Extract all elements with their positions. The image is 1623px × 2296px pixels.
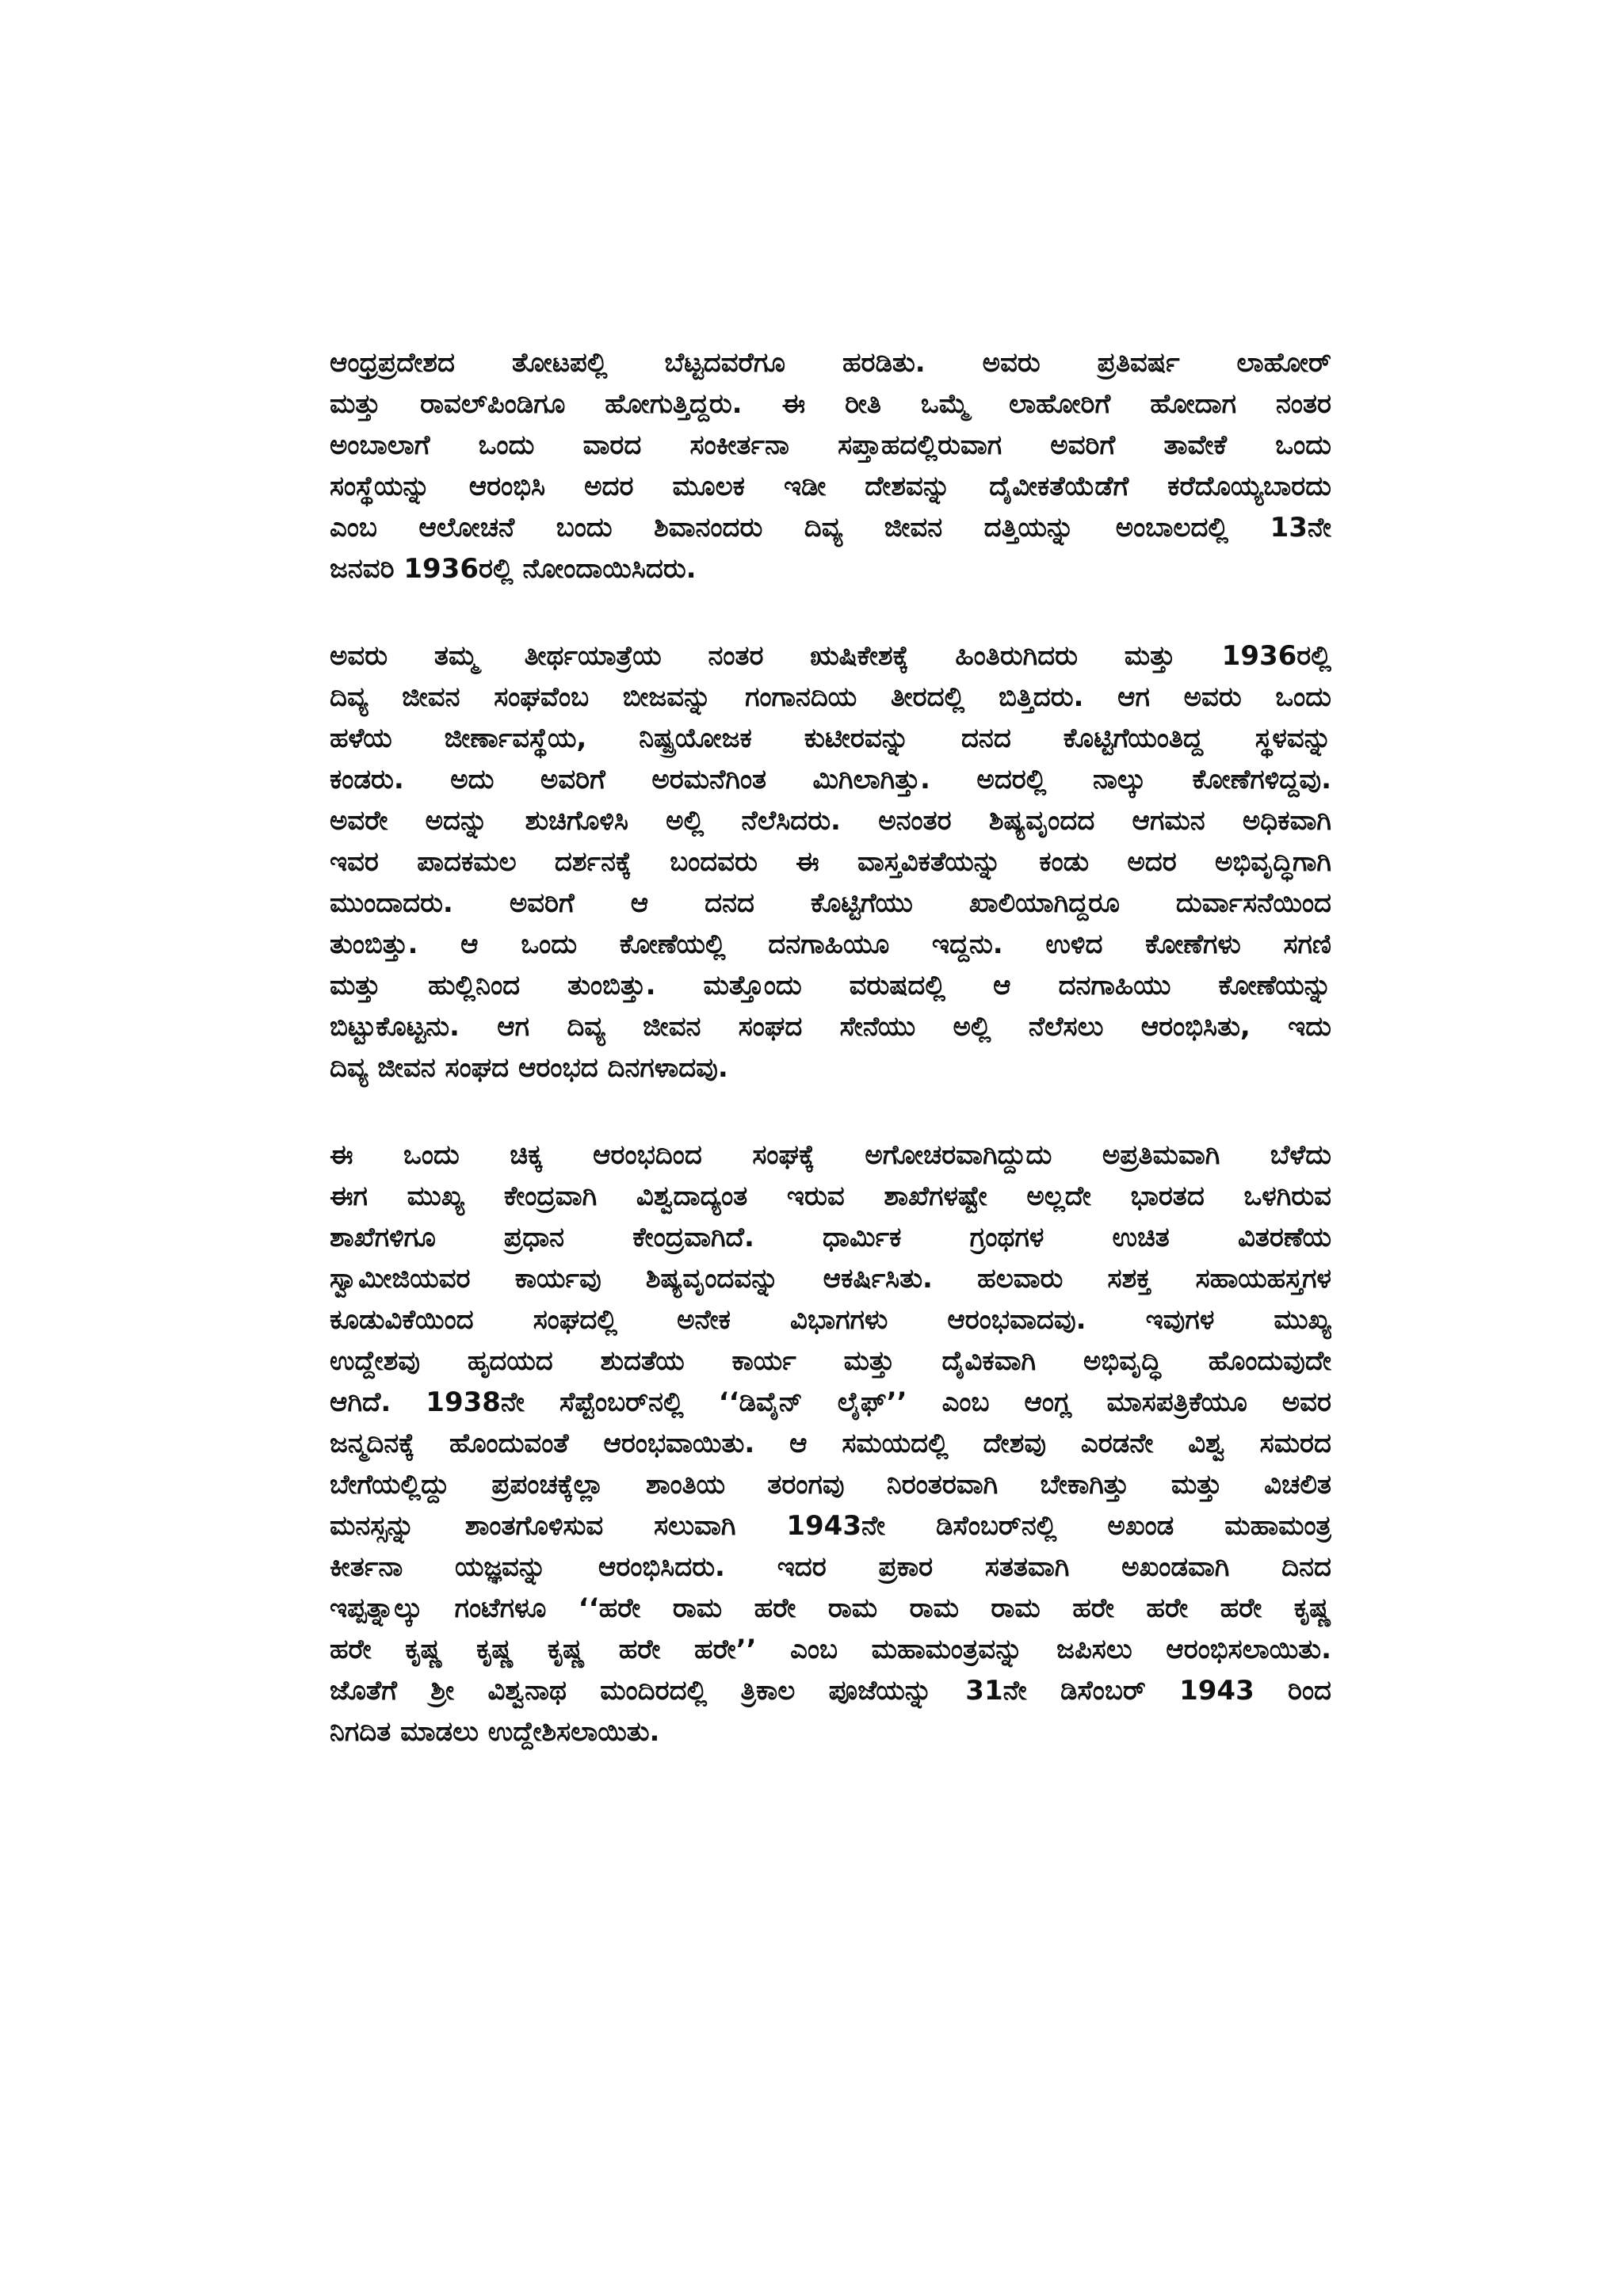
- text-line: ಎಂಬ ಆಲೋಚನೆ ಬಂದು ಶಿವಾನಂದರು ದಿವ್ಯ ಜೀವನ ದತ್ತಿಯನ್ನು ಅಂಬಾಲದಲ್ಲಿ 13ನೇ: [330, 512, 1331, 543]
- text-line: ಇಪ್ಪತ್ನಾಲ್ಕು ಗಂಟೆಗಳೂ ‘‘ಹರೇ ರಾಮ ಹರೇ ರಾಮ ರಾಮ ರಾಮ ಹರೇ ಹರೇ ಹರೇ ಕೃಷ್ಣ: [330, 1592, 1331, 1624]
- text-line: ಈಗ ಮುಖ್ಯ ಕೇಂದ್ರವಾಗಿ ವಿಶ್ವದಾದ್ಯಂತ ಇರುವ ಶಾಖೆಗಳಷ್ಟೇ ಅಲ್ಲದೇ ಭಾರತದ ಒಳಗಿರುವ: [330, 1180, 1331, 1212]
- text-line: ಹರೇ ಕೃಷ್ಣ ಕೃಷ್ಣ ಕೃಷ್ಣ ಹರೇ ಹರೇ’’ ಎಂಬ ಮಹಾಮಂತ್ರವನ್ನು ಜಪಿಸಲು ಆರಂಭಿಸಲಾಯಿತು.: [330, 1634, 1331, 1665]
- text-line: ಈ ಒಂದು ಚಿಕ್ಕ ಆರಂಭದಿಂದ ಸಂಘಕ್ಕೆ ಅಗೋಚರವಾಗಿದ್ದುದು ಅಪ್ರತಿಮವಾಗಿ ಬೆಳೆದು: [330, 1139, 1331, 1171]
- paragraph-2: [330, 635, 1331, 1089]
- text-line: ಹಳೆಯ ಜೀರ್ಣಾವಸ್ಥೆಯ, ನಿಷ್ಪ್ರಯೋಜಕ ಕುಟೀರವನ್ನು ದನದ ಕೊಟ್ಟಿಗೆಯಂತಿದ್ದ ಸ್ಥಳವನ್ನು: [330, 723, 1331, 754]
- text-line: ಸಂಸ್ಥೆಯನ್ನು ಆರಂಭಿಸಿ ಅದರ ಮೂಲಕ ಇಡೀ ದೇಶವನ್ನು ದೈವೀಕತೆಯೆಡೆಗೆ ಕರೆದೊಯ್ಯಬಾರದು: [330, 471, 1331, 502]
- text-line: ಮುಂದಾದರು. ಅವರಿಗೆ ಆ ದನದ ಕೊಟ್ಟಿಗೆಯು ಖಾಲಿಯಾಗಿದ್ದರೂ ದುರ್ವಾಸನೆಯಿಂದ: [330, 887, 1331, 919]
- text-line: ಜೊತೆಗೆ ಶ್ರೀ ವಿಶ್ವನಾಥ ಮಂದಿರದಲ್ಲಿ ತ್ರಿಕಾಲ ಪೂಜೆಯನ್ನು 31ನೇ ಡಿಸೆಂಬರ್ 1943 ರಿಂದ: [330, 1675, 1331, 1707]
- text-line: ಶಾಖೆಗಳಿಗೂ ಪ್ರಧಾನ ಕೇಂದ್ರವಾಗಿದೆ. ಧಾರ್ಮಿಕ ಗ್ರಂಥಗಳ ಉಚಿತ ವಿತರಣೆಯ: [330, 1222, 1331, 1253]
- text-line: ಅಂಬಾಲಾಗೆ ಒಂದು ವಾರದ ಸಂಕೀರ್ತನಾ ಸಪ್ತಾಹದಲ್ಲಿರುವಾಗ ಅವರಿಗೆ ತಾವೇಕೆ ಒಂದು: [330, 429, 1331, 461]
- text-line: ಆಂಧ್ರಪ್ರದೇಶದ ತೋಟಪಲ್ಲಿ ಬೆಟ್ಟದವರೆಗೂ ಹರಡಿತು. ಅವರು ಪ್ರತಿವರ್ಷ ಲಾಹೋರ್: [330, 347, 1331, 379]
- text-line: ಕೂಡುವಿಕೆಯಿಂದ ಸಂಘದಲ್ಲಿ ಅನೇಕ ವಿಭಾಗಗಳು ಆರಂಭವಾದವು. ಇವುಗಳ ಮುಖ್ಯ: [330, 1304, 1331, 1336]
- text-line: ಮನಸ್ಸನ್ನು ಶಾಂತಗೊಳಿಸುವ ಸಲುವಾಗಿ 1943ನೇ ಡಿಸೆಂಬರ್‌ನಲ್ಲಿ ಅಖಂಡ ಮಹಾಮಂತ್ರ: [330, 1510, 1331, 1542]
- text-line: ಮತ್ತು ರಾವಲ್‌ಪಿಂಡಿಗೂ ಹೋಗುತ್ತಿದ್ದರು. ಈ ರೀತಿ ಒಮ್ಮೆ ಲಾಹೋರಿಗೆ ಹೋದಾಗ ನಂತರ: [330, 388, 1331, 420]
- body-text: [330, 342, 1331, 1798]
- paragraph-3: [330, 1135, 1331, 1753]
- text-line: ಕಂಡರು. ಅದು ಅವರಿಗೆ ಅರಮನೆಗಿಂತ ಮಿಗಿಲಾಗಿತ್ತು. ಅದರಲ್ಲಿ ನಾಲ್ಕು ಕೋಣೆಗಳಿದ್ದವು.: [330, 764, 1331, 795]
- text-line: ದಿವ್ಯ ಜೀವನ ಸಂಘದ ಆರಂಭದ ದಿನಗಳಾದವು.: [330, 1052, 728, 1084]
- text-line: ನಿಗದಿತ ಮಾಡಲು ಉದ್ದೇಶಿಸಲಾಯಿತು.: [330, 1716, 660, 1748]
- text-line: ಬಿಟ್ಟುಕೊಟ್ಟನು. ಆಗ ದಿವ್ಯ ಜೀವನ ಸಂಘದ ಸೇನೆಯು ಅಲ್ಲಿ ನೆಲೆಸಲು ಆರಂಭಿಸಿತು, ಇದು: [330, 1011, 1331, 1043]
- text-line: ಇವರ ಪಾದಕಮಲ ದರ್ಶನಕ್ಕೆ ಬಂದವರು ಈ ವಾಸ್ತವಿಕತೆಯನ್ನು ಕಂಡು ಅದರ ಅಭಿವೃದ್ಧಿಗಾಗಿ: [330, 846, 1331, 878]
- text-line: ಅವರು ತಮ್ಮ ತೀರ್ಥಯಾತ್ರೆಯ ನಂತರ ಋಷಿಕೇಶಕ್ಕೆ ಹಿಂತಿರುಗಿದರು ಮತ್ತು 1936ರಲ್ಲಿ: [330, 640, 1331, 672]
- text-line: ಸ್ವಾಮೀಜಿಯವರ ಕಾರ್ಯವು ಶಿಷ್ಯವೃಂದವನ್ನು ಆಕರ್ಷಿಸಿತು. ಹಲವಾರು ಸಶಕ್ತ ಸಹಾಯಹಸ್ತಗಳ: [330, 1263, 1331, 1295]
- text-line: ಉದ್ದೇಶವು ಹೃದಯದ ಶುದತೆಯ ಕಾರ್ಯ ಮತ್ತು ದೈವಿಕವಾಗಿ ಅಭಿವೃದ್ಧಿ ಹೊಂದುವುದೇ: [330, 1345, 1331, 1377]
- text-line: ಬೇಗೆಯಲ್ಲಿದ್ದು ಪ್ರಪಂಚಕ್ಕೆಲ್ಲಾ ಶಾಂತಿಯ ತರಂಗವು ನಿರಂತರವಾಗಿ ಬೇಕಾಗಿತ್ತು ಮತ್ತು ವಿಚಲಿತ: [330, 1469, 1331, 1501]
- text-line: ಕೀರ್ತನಾ ಯಜ್ಞವನ್ನು ಆರಂಭಿಸಿದರು. ಇದರ ಪ್ರಕಾರ ಸತತವಾಗಿ ಅಖಂಡವಾಗಿ ದಿನದ: [330, 1551, 1331, 1583]
- text-line: ಜನವರಿ 1936ರಲ್ಲಿ ನೋಂದಾಯಿಸಿದರು.: [330, 553, 697, 585]
- text-line: ಮತ್ತು ಹುಲ್ಲಿನಿಂದ ತುಂಬಿತ್ತು. ಮತ್ತೊಂದು ವರುಷದಲ್ಲಿ ಆ ದನಗಾಹಿಯು ಕೋಣೆಯನ್ನು: [330, 970, 1331, 1001]
- paragraph-1: [330, 342, 1331, 589]
- text-line: ಅವರೇ ಅದನ್ನು ಶುಚಿಗೊಳಿಸಿ ಅಲ್ಲಿ ನೆಲೆಸಿದರು. ಅನಂತರ ಶಿಷ್ಯವೃಂದದ ಆಗಮನ ಅಧಿಕವಾಗಿ: [330, 805, 1331, 837]
- text-line: ತುಂಬಿತ್ತು. ಆ ಒಂದು ಕೋಣೆಯಲ್ಲಿ ದನಗಾಹಿಯೂ ಇದ್ದನು. ಉಳಿದ ಕೋಣೆಗಳು ಸಗಣಿ: [330, 929, 1331, 960]
- text-line: ಜನ್ಮದಿನಕ್ಕೆ ಹೊಂದುವಂತೆ ಆರಂಭವಾಯಿತು. ಆ ಸಮಯದಲ್ಲಿ ದೇಶವು ಎರಡನೇ ವಿಶ್ವ ಸಮರದ: [330, 1428, 1331, 1459]
- text-line: ಆಗಿದೆ. 1938ನೇ ಸೆಪ್ಟೆಂಬರ್‌ನಲ್ಲಿ ‘‘ಡಿವೈನ್ ಲೈಫ್’’ ಎಂಬ ಆಂಗ್ಲ ಮಾಸಪತ್ರಿಕೆಯೂ ಅವರ: [330, 1386, 1331, 1418]
- text-line: ದಿವ್ಯ ಜೀವನ ಸಂಘವೆಂಬ ಬೀಜವನ್ನು ಗಂಗಾನದಿಯ ತೀರದಲ್ಲಿ ಬಿತ್ತಿದರು. ಆಗ ಅವರು ಒಂದು: [330, 681, 1331, 713]
